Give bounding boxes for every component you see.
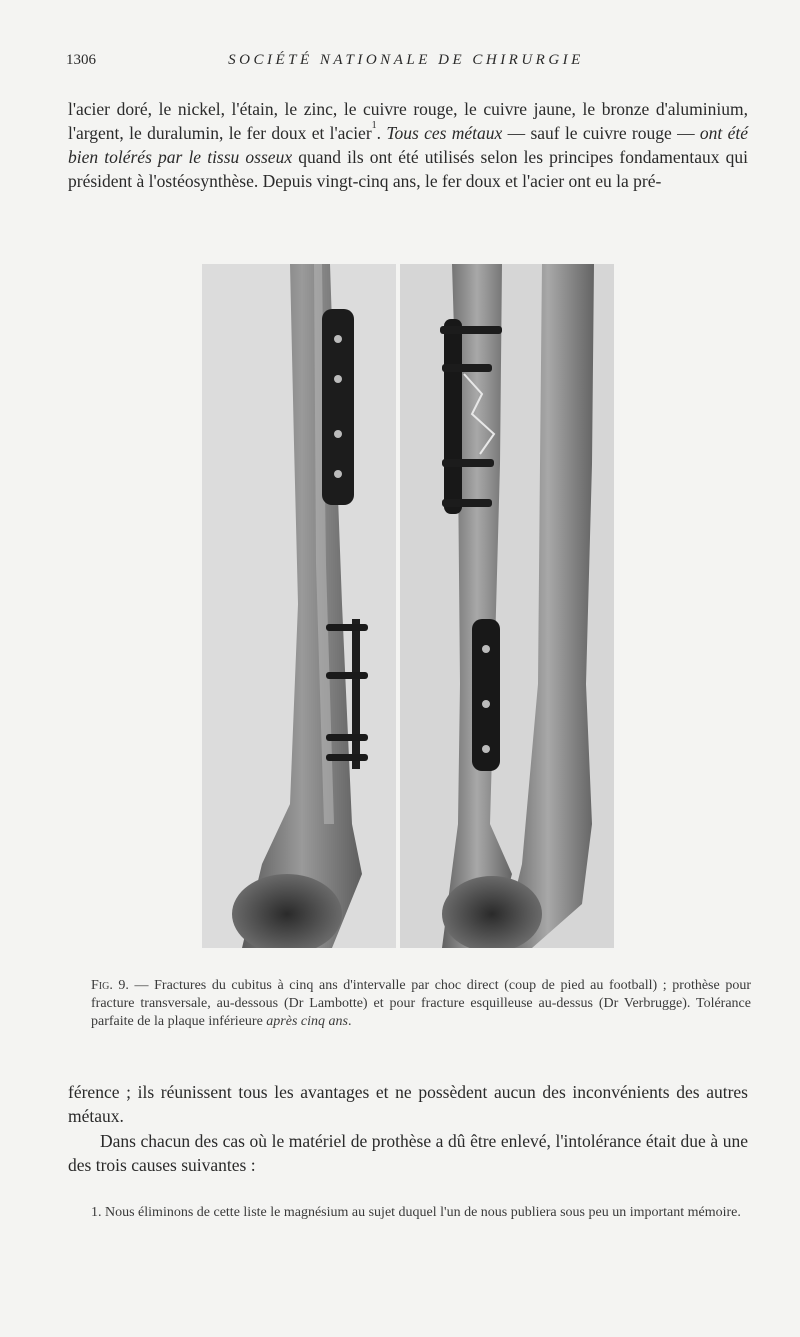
- paragraph-1-text-d: quand ils ont été utilisés selon les principes fondamentaux qui président à l'ostéosynthèse. Depuis vingt-cinq ans, le fer doux et l'acier ont eu la pré-: [68, 147, 749, 191]
- paragraph-1-italic-1: Tous ces métaux: [386, 123, 503, 143]
- paragraph-1-text-a: l'acier doré, le nickel, l'étain, le zinc, le cuivre rouge, le cuivre jaune, le bronze d'aluminium, l'argent, le duralumin, le fer doux et l'acier: [68, 99, 748, 143]
- paragraph-1: [68, 97, 748, 193]
- xray-figure: [202, 264, 614, 948]
- caption-italic: après cinq ans: [266, 1014, 348, 1029]
- caption-end: .: [347, 1014, 352, 1029]
- page-number: 1306: [66, 52, 96, 68]
- figure-caption: [91, 977, 751, 1031]
- paragraph-2: férence ; ils réunissent tous les avantages et ne possèdent aucun des inconvénients des autres métaux.: [68, 1082, 748, 1126]
- paragraph-1-italic-2: ont été bien tolérés par le tissu osseux: [68, 123, 748, 167]
- paragraph-3: Dans chacun des cas où le matériel de prothèse a dû être enlevé, l'intolérance était due à une des trois causes suivantes :: [68, 1131, 748, 1175]
- caption-label: Fig. 9.: [91, 978, 129, 993]
- footnote-reference: 1: [371, 120, 377, 131]
- xray-image: [202, 264, 614, 948]
- running-title: SOCIÉTÉ NATIONALE DE CHIRURGIE: [228, 52, 584, 68]
- caption-text: — Fractures du cubitus à cinq ans d'intervalle par choc direct (coup de pied au football) ; prothèse pour fracture transversale, au-dessous (Dr Lambotte) et pour fracture esquilleuse au-dessus (Dr Verbrugge). Tolérance parfaite de la plaque inférieure: [91, 978, 751, 1029]
- paragraph-1-text-c: — sauf le cuivre rouge —: [502, 123, 700, 143]
- page-header: [66, 52, 746, 76]
- footnote: 1. Nous éliminons de cette liste le magnésium au sujet duquel l'un de nous publiera sous peu un important mémoire.: [91, 1205, 741, 1220]
- paragraph-1-text-b: .: [376, 123, 387, 143]
